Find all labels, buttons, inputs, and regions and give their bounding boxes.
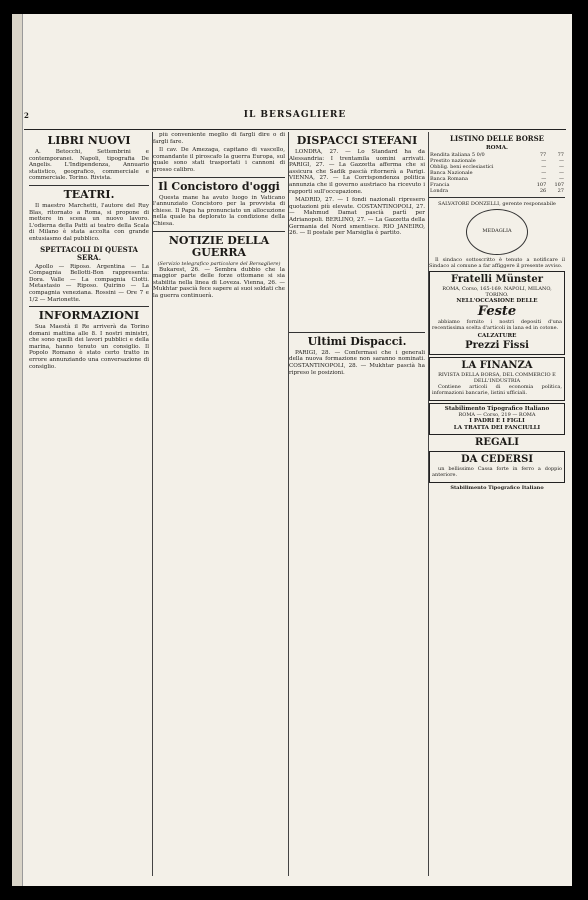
borsa-cell-label: Londra [430,187,449,194]
ad-stab-title: Stabilimento Tipografico Italiano [444,405,550,412]
borsa-cell-v2: — [559,175,564,182]
borsa-cell-v1: — [541,169,547,176]
borsa-cell-label: Prestito nazionale [430,157,476,164]
continued-text: più conveniente meglio di fargli dire o di fargli fare. [153,132,285,145]
ad-book-1: I PADRI E I FIGLI [469,418,525,425]
borsa-cell-v2: 107 [554,181,564,188]
dense-text-block [289,239,425,329]
dispacci-text: LONDRA, 27. — Lo Standard ha da Alessandria: I trentamila uomini arrivati. PARIGI, 27. — La Gazzetta afferma che si assicura che Sadik pascià ritornerà a Parigi. VIENNA, 27. — La Corrispondenza politica annunzia che il governo austriaco ha ricevuto i rapporti sull'occupazione. [289,149,425,195]
divider [429,197,565,198]
newspaper-title: IL BERSAGLIERE [243,110,347,120]
footer-printer: Stabilimento Tipografico Italiano [450,484,544,491]
column-4 [426,132,568,876]
newspaper-page [12,14,572,886]
ad-stab-sub: ROMA — Corso, 219 — ROMA [458,412,536,419]
ad-cedersi-text: un bellissimo Cassa forte in ferro a doppio anteriore. [432,465,562,478]
divider [29,185,149,186]
borsa-cell-v1: — [541,157,547,164]
borsa-title: LISTINO DELLE BORSE [449,134,545,143]
ad-fratelli-munster [429,271,565,355]
notizie-text: Bukarest, 26. — Sembra dubbio che la maggior parte delle forze ottomane si sia stabilita nella linea di Loveza. Vienna, 26. — Mukhtar pascià fece sapere ai suoi soldati che la guerra continuerà. [153,266,285,299]
dense-text-block [29,372,149,462]
section-heading-notizie-guerra: NOTIZIE DELLA GUERRA [168,233,270,259]
borsa-cell-label: Banca Nazionale [430,169,473,176]
borsa-cell-label: Obblig. beni ecclesiastici [430,163,494,170]
borsa-table [429,152,565,194]
dense-text-block [153,302,285,392]
page-header [24,109,566,130]
divider [153,177,285,178]
informazioni-text: Sua Maestà il Re arriverà da Torino domani mattina alle 8. I nostri ministri, che sono quelli dei lavori pubblici e della marina, hanno tenuto un consiglio. Il Popolo Romano è stato certo tratto in errore annunziando una conversazione di consiglio. [29,324,149,370]
borsa-cell-v1: 26 [539,187,547,194]
ad-stabilimento [429,403,565,435]
borsa-cell-v2: — [559,163,564,170]
column-3 [286,132,429,876]
borsa-cell-v2: — [559,169,564,176]
section-heading-spettacoli: SPETTACOLI DI QUESTA SERA. [40,244,138,262]
page-margin-strip [12,14,23,886]
borsa-cell-v2: — [559,157,564,164]
divider [153,231,285,232]
ad-book-2: LA TRATTA DEI FANCIULLI [453,424,541,431]
column-2 [150,132,289,876]
ad-regali: REGALI [475,436,519,448]
borsa-cell-label: Francia [430,181,450,188]
section-heading-concistoro: Il Concistoro d'oggi [158,179,280,193]
notizie-subtitle: (Servizio telegrafico particolare del Bersagliere) [157,260,281,267]
section-heading-teatri: TEATRI. [63,187,115,201]
ad-feste: Feste [477,304,517,320]
borsa-cell-v1: 107 [536,181,547,188]
borsa-cell-v2: 77 [557,151,564,158]
borsa-cell-v1: 77 [539,151,547,158]
ad-text: abbiamo fornito i nostri depositi d'una recentissima scelta d'articoli in lana ed in cotone. [432,319,562,332]
gerente-line: SALVATORE DONZELLI, gerente responsabile [438,200,556,207]
ultimi-text: PARIGI, 28. — Confermasi che i generali della nuova formazione non saranno nominati. COSTANTINOPOLI, 28. — Mukhtar pascià ha ripreso le posizioni. [289,349,425,376]
borsa-city: ROMA. [485,145,508,151]
teatri-text: Il maestro Marchetti, l'autore del Ruy Blas, ritornato a Roma, si propone di mettere in scena un nuovo lavoro. L'odierna della Patti ai teatro della Scala di Milano è stata accolta con grande entusiasmo dal pubblico. [29,202,149,242]
page-number: 2 [24,111,29,120]
divider [29,306,149,307]
section-heading-dispacci-stefani: DISPACCI STEFANI [296,134,418,147]
borsa-cell-v2: 27 [557,187,564,194]
ad-da-cedersi [429,451,565,483]
libri-text: A. Betocchi, Settembrini e contemporanei. Napoli, tipografia De Angelis. L'Indipendenza, Annuario statistico, geografico, commerciale e commerciale. Torino. Rivista. [29,149,149,182]
ad-address: ROMA, Corso, 165-169. NAPOLI, MILANO, TORINO. [442,285,552,298]
concistoro-text: Questa mane ha avuto luogo in Vaticano l'annunziato Concistoro per la provvista di chiese. Il Papa ha pronunciato un allocuzione nella quale ha deplorato la condizione della Chiesa. [153,194,285,227]
ad-occasion: NELL'OCCASIONE DELLE [456,297,538,304]
column-1 [26,132,153,876]
ad-prezzi-fissi: Prezzi Fissi [465,339,529,351]
article-text: Il cav. De Amezaga, capitano di vascello, comandante il piroscafo la guerra Europa, sul quale sono stati trasportati i cannoni di grosso calibro. [153,147,285,173]
section-heading-informazioni: INFORMAZIONI [38,309,140,323]
dispacci-more-text: MADRID, 27. — I fondi nazionali ripresero quotazioni più elevate. COSTANTINOPOLI, 27. — Mahmud Damat pascià partì per Adrianopoli. BERLINO, 27. — La Gazzetta della Germania del Nord smentisce. RIO JANEIRO, 26. — Il postale per Marsiglia è partito. [289,197,425,237]
ad-la-finanza [429,357,565,401]
ad-brand: Fratelli Münster [450,273,544,285]
emblem-label: MEDAGLIA [482,228,512,235]
notice-text: Il sindaco sottoscritto è tenuto a notificare il Sindaco al comune a far affiggere il presente avviso. [429,256,565,269]
ad-finanza-title: LA FINANZA [461,359,533,371]
ad-finanza-text: Contiene articoli di economia politica, informazioni bancarie, listini ufficiali. [432,383,562,396]
ad-cedersi-title: DA CEDERSI [461,453,533,465]
medal-emblem-icon [466,209,528,255]
section-heading-libri: LIBRI NUOVI [47,134,131,147]
borsa-row [429,188,565,194]
section-heading-ultimi-dispacci: Ultimi Dispacci. [307,334,407,348]
borsa-cell-v1: — [541,163,547,170]
borsa-cell-v1: — [541,175,547,182]
borsa-cell-label: Banca Romana [430,175,468,182]
borsa-cell-label: Rendita italiana 5 0/0 [430,151,485,158]
spettacoli-text: Apollo — Riposo. Argentina — La Compagnia Bellotti-Bon rappresenta: Dora. Valle — La compagnia Ciotti. Metastasio — Riposo. Quirino — La compagnia veneziana. Rossini — Ore 7 e 1/2 — Marionette. [29,263,149,303]
ad-finanza-sub: RIVISTA DELLA BORSA, DEL COMMERCIO E DELL'INDUSTRIA [438,371,556,384]
ad-calzature: CALZATURE [477,333,517,340]
divider [289,332,425,333]
